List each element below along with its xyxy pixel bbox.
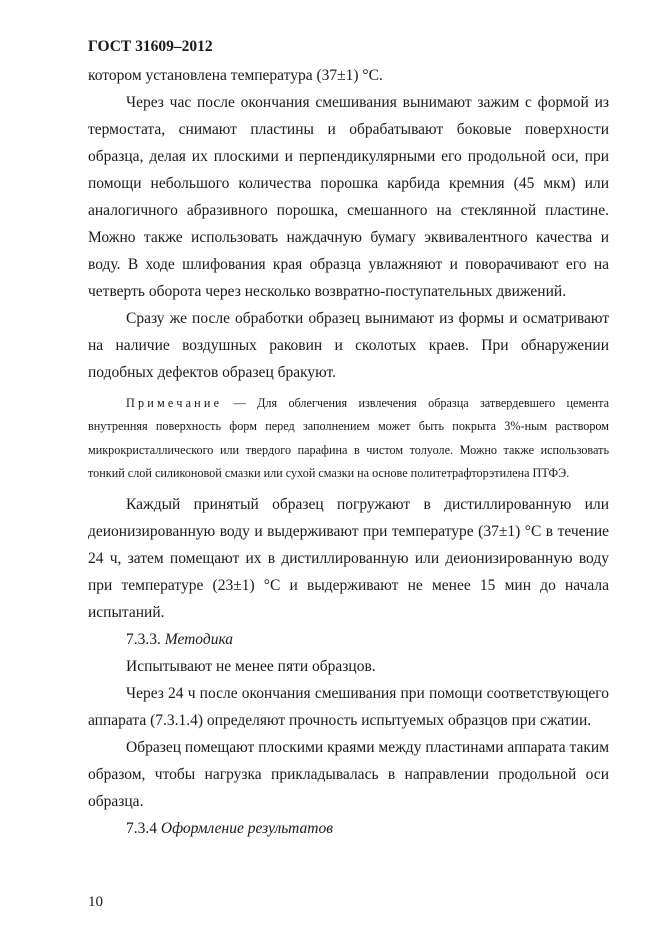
section-heading-7-3-4	[88, 815, 609, 842]
note-label: Примечание	[126, 396, 223, 410]
paragraph: котором установлена температура (37±1) °С.	[88, 67, 383, 84]
page-number: 10	[88, 894, 103, 910]
paragraph: Испытывают не менее пяти образцов.	[126, 658, 376, 676]
document-header: ГОСТ 31609–2012	[88, 38, 213, 55]
paragraph: Через 24 ч после окончания смешивания при помощи соответствующего аппарата (7.3.1.4) определяют прочность испытуемых образцов при сжатии.	[88, 685, 609, 730]
section-number: 7.3.3.	[126, 631, 165, 649]
note-text: — Для облегчения извлечения образца затвердевшего цемента внутренняя поверхность форм перед заполнением может быть покрыта 3%-ным раствором микрокристаллического или твердого парафина в чистом толуоле. Можно также использовать тонкий слой силиконовой смазки или сухой смазки на основе политетрафторэтилена ПТФЭ.	[88, 396, 609, 480]
document-body	[88, 62, 609, 842]
section-title: Методика	[164, 631, 234, 649]
paragraph: Каждый принятый образец погружают в дистиллированную или деионизированную воду и выдерживают при температуре (37±1) °С в течение 24 ч, затем помещают их в дистиллированную или деионизированную воду при температуре (23±1) °С и выдерживают не менее 15 мин до начала испытаний.	[88, 496, 609, 622]
paragraph: Через час после окончания смешивания вынимают зажим с формой из термостата, снимают пластины и обрабатывают боковые поверхности образца, делая их плоскими и перпендикулярными его продольной оси, при помощи небольшого количества порошка карбида кремния (45 мкм) или аналогичного абразивного порошка, смешанного на стеклянной пластине. Можно также использовать наждачную бумагу эквивалентного качества и воду. В ходе шлифования края образца увлажняют и поворачивают его на четверть оборота через несколько возвратно-поступательных движений.	[88, 94, 609, 300]
paragraph: Сразу же после обработки образец вынимают из формы и осматривают на наличие воздушных раковин и сколотых краев. При обнаружении подобных дефектов образец бракуют.	[88, 310, 609, 381]
note	[88, 392, 609, 485]
section-heading-7-3-3	[88, 626, 609, 653]
section-title: Оформление результатов	[160, 820, 333, 838]
paragraph: Образец помещают плоскими краями между пластинами аппарата таким образом, чтобы нагрузка прикладывалась в направлении продольной оси образца.	[88, 739, 609, 811]
section-number: 7.3.4	[126, 820, 161, 838]
